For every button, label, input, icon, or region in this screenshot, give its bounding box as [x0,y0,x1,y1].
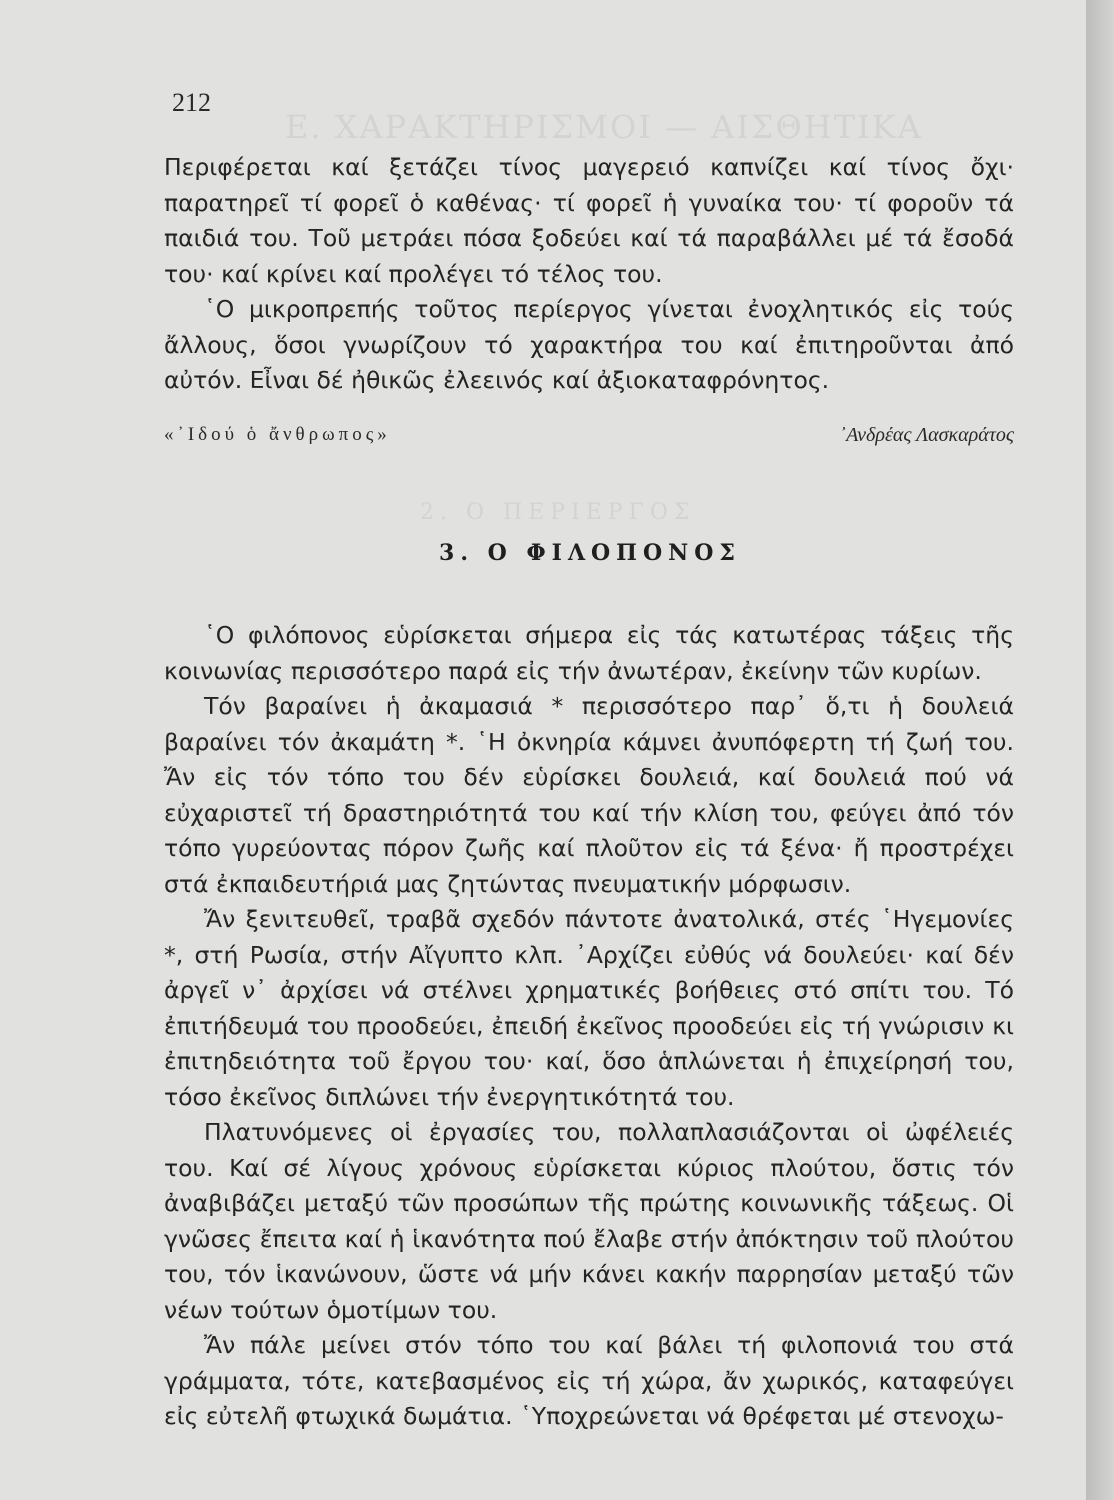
section-heading: 3. Ο ΦΙΛΟΠΟΝΟΣ [439,540,741,566]
section-paragraph: Πλατυνόμενες οἱ ἐργασίες του, πολλαπλασιάζονται οἱ ὠφέλειές του. Καί σέ λίγους χρόνους εὑρίσκεται κύριος πλούτου, ὅστις τόν ἀναβιβάζει μεταξύ τῶν προσώπων τῆς πρώτης κοινωνικῆς τάξεως. Οἱ γνῶσες ἔπειτα καί ἡ ἱκανότητα πού ἔλαβε στήν ἀπόκτησιν τοῦ πλούτου του, τόν ἱκανώνουν, ὥστε νά μήν κάνει κακήν παρρησίαν μεταξύ τῶν νέων τούτων ὁμοτίμων του. [164,1118,1014,1324]
quote-author: ᾿Ανδρέας Λασκαράτος [839,424,1014,446]
section-paragraph: ῾Ο φιλόπονος εὑρίσκεται σήμερα εἰς τάς κατωτέρας τάξεις τῆς κοινωνίας περισσότερο παρά εἰς τήν ἀνωτέραν, ἐκείνην τῶν κυρίων. [164,621,1014,685]
section-paragraph: Ἄν πάλε μείνει στόν τόπο του καί βάλει τή φιλοπονιά του στά γράμματα, τότε, κατεβασμένος εἰς τή χώρα, ἄν χωρικός, καταφεύγει εἰς εὐτελῆ φτωχικά δωμάτια. ῾Υποχρεώνεται νά θρέφεται μέ στενοχω- [164,1331,1014,1430]
page-edge [1086,0,1114,1500]
quote-title: «᾿Ιδού ὁ ἄνθρωπος» [164,424,391,445]
intro-paragraph: ῾Ο μικροπρεπής τοῦτος περίεργος γίνεται ἐνοχλητικός εἰς τούς ἄλλους, ὅσοι γνωρίζουν τό χαρακτήρα του καί ἐπιτηροῦνται ἀπό αὐτόν. Εἶναι δέ ἠθικῶς ἐλεεινός καί ἀξιοκαταφρόνητος. [164,295,1014,394]
intro-paragraph: Περιφέρεται καί ξετάζει τίνος μαγερειό καπνίζει καί τίνος ὄχι· παρατηρεῖ τί φορεῖ ὁ καθένας· τί φορεῖ ἡ γυναίκα του· τί φοροῦν τά παιδιά του. Τοῦ μετράει πόσα ξοδεύει καί τά παραβάλλει μέ τά ἔσοδά του· καί κρίνει καί προλέγει τό τέλος του. [164,153,1014,288]
bleed-through-heading: Ε. ΧΑΡΑΚΤΗΡΙΣΜΟΙ — ΑΙΣΘΗΤΙΚΑ [285,108,923,146]
section-paragraph: Ἄν ξενιτευθεῖ, τραβᾶ σχεδόν πάντοτε ἀνατολικά, στές ῾Ηγεμονίες *, στή Ρωσία, στήν Αἴγυπτο κλπ. ᾿Αρχίζει εὐθύς νά δουλεύει· καί δέν ἀργεῖ ν᾿ ἀρχίσει νά στέλνει χρηματικές βοήθειες στό σπίτι του. Τό ἐπιτήδευμά του προοδεύει, ἐπειδή ἐκεῖνος προοδεύει εἰς τή γνώρισιν κι ἐπιτηδειότητα τοῦ ἔργου του· καί, ὅσο ἁπλώνεται ἡ ἐπιχείρησή του, τόσο ἐκεῖνος διπλώνει τήν ἐνεργητικότητά του. [164,905,1014,1111]
page-number: 212 [172,88,211,117]
section-text-block [164,618,1014,1435]
intro-text-block [164,150,1014,399]
section-paragraph: Τόν βαραίνει ἡ ἀκαμασιά * περισσότερο παρ᾿ ὅ,τι ἡ δουλειά βαραίνει τόν ἀκαμάτη *. ῾Η ὀκνηρία κάμνει ἀνυπόφερτη τή ζωή του. Ἄν εἰς τόν τόπο του δέν εὑρίσκει δουλειά, καί δουλειά πού νά εὐχαριστεῖ τή δραστηριότητά του καί τήν κλίση του, φεύγει ἀπό τόν τόπο γυρεύοντας πόρον ζωῆς καί πλοῦτον εἰς τά ξένα· ἤ προστρέχει στά ἐκπαιδευτήριά μας ζητώντας πνευματικήν μόρφωσιν. [164,692,1014,898]
bleed-through-subheading: 2. Ο ΠΕΡΙΕΡΓΟΣ [420,500,696,525]
